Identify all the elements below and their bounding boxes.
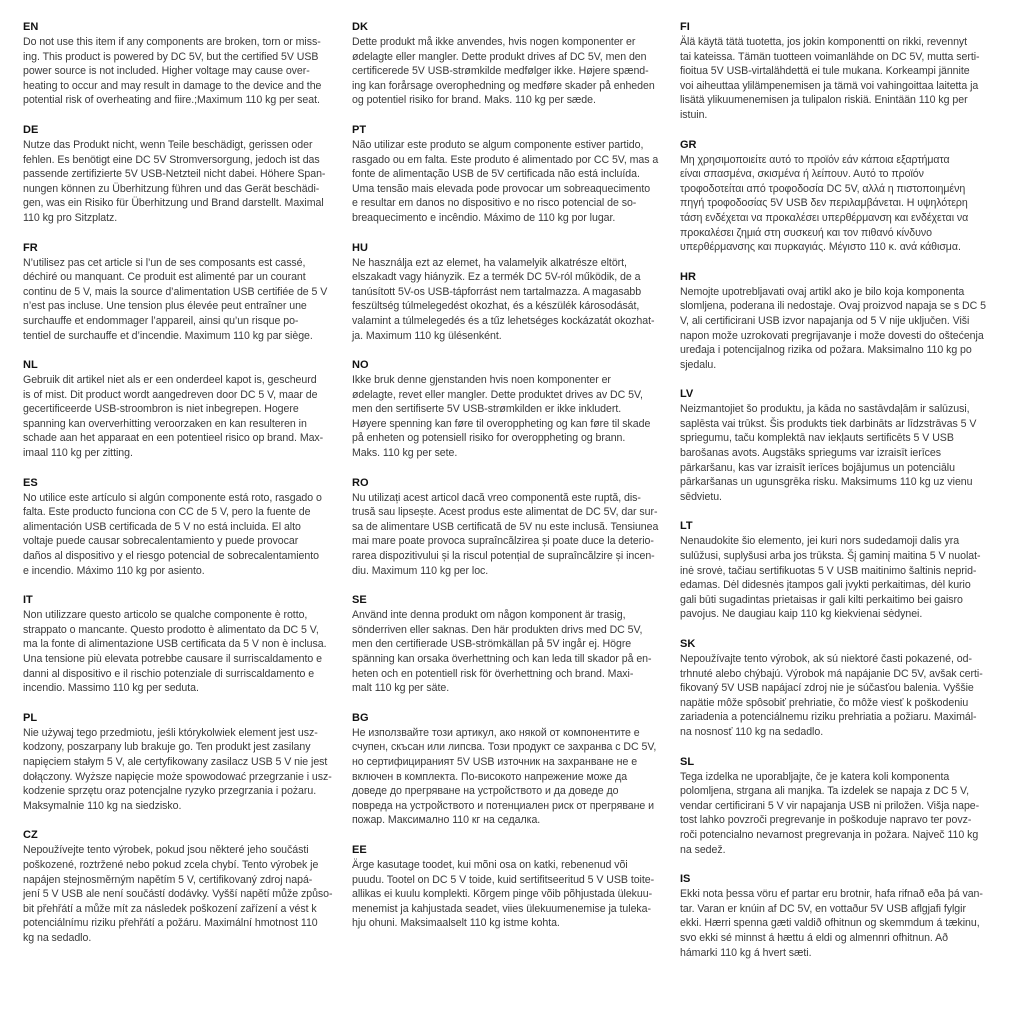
warning-text: Nepoužívajte tento výrobok, ak sú niektoré časti pokazené, od- trhnuté alebo chýbajú. Výrobok má napájanie DC 5V, avšak certi- fikovaný 5V USB napájací zdroj nie je súčasťou balenia. Vyššie napätie môže spôsobiť prehriatie, čo môže viesť k poškodeniu zariadenia a potenciálnemu riziku prehriatia a požiaru. Maximál- na nosnosť 110 kg na sedadlo. (680, 653, 983, 738)
warning-text: Nenaudokite šio elemento, jei kuri nors sudedamoji dalis yra sulūžusi, suplyšusi arba jos trūksta. Šį gaminį maitina 5 V nuolat- inė srovė, tačiau sertifikuotas 5 V USB maitinimo šaltinis neprid- edamas. Dėl didesnės įtampos gali įvykti perkaitimas, dėl kurio gali būti sugadintas prietaisas ir gali kilti perkaitimo bei gaisro pavojus. Ne daugiau kaip 110 kg kiekvienai sėdynei. (680, 535, 981, 621)
language-code: FR (23, 241, 38, 254)
section-nl (23, 358, 348, 461)
language-code: EE (352, 843, 367, 856)
section-fi (680, 20, 1010, 123)
warning-text: Älä käytä tätä tuotetta, jos jokin komponentti on rikki, revennyt tai kateissa. Tämän tuotteen voimanlähde on DC 5V, mutta serti- fioitua 5V USB-virtalähdettä ei tule mukana. Korkeampi jännite voi aiheuttaa ylilämpenemisen ja tämä voi vahingoittaa laitetta ja lisätä ylikuumenemisen ja tulipalon riskiä. Enintään 110 kg per istuin. (680, 36, 980, 121)
section-ro (352, 476, 674, 579)
warning-text: Nutze das Produkt nicht, wenn Teile beschädigt, gerissen oder fehlen. Es benötigt eine DC 5V Stromversorgung, jedoch ist das passende zertifizierte 5V USB-Netzteil nicht dabei. Höhere Span- nungen können zu Überhitzung führen und das Gerät beschädi- gen, was ein Risiko für Überhitzung und Brand darstellt. Maximal 110 kg pro Sitzplatz. (23, 138, 326, 224)
language-code: HU (352, 241, 368, 254)
warning-text: Dette produkt må ikke anvendes, hvis nogen komponenter er ødelagte eller mangler. Dette produkt drives af DC 5V, men den certificerede 5V USB-strømkilde medfølger ikke. Højere spænd- ing kan forårsage overophedning og medføre skader på enheden og potentiel risiko for brand. Maks. 110 kg per sæde. (352, 36, 655, 107)
language-code: FI (680, 21, 690, 33)
warning-text: Tega izdelka ne uporabljajte, če je katera koli komponenta polomljena, strgana ali manjka. Ta izdelek se napaja z DC 5 V, vendar certificirani 5 V vir napajanja USB ni priložen. Višja nape- tost lahko povzroči pregrevanje in poškoduje napravo ter povz- roči potencialno nevarnost pregrevanja in požara. Največ 110 kg na sedež. (680, 770, 980, 856)
section-fr (23, 241, 348, 344)
column-2 (352, 20, 674, 946)
section-sl (680, 755, 1010, 858)
section-cz (23, 828, 348, 945)
language-code: IS (680, 873, 691, 886)
language-code: IT (23, 594, 33, 607)
warning-text: Μη χρησιμοποιείτε αυτό το προϊόν εάν κάποια εξαρτήματα είναι σπασμένα, σκισμένα ή λείπουν. Αυτό το προϊόν τροφοδοτείται από τροφοδοσία DC 5V, αλλά η πιστοποιημένη πηγή τροφοδοσίας 5V USB δεν περιλαμβάνεται. Η υψηλότερη τάση ενδέχεται να προκαλέσει υπερθέρμανση και ενδέχεται να προκαλέσει ζημιά στη συσκευή και τον πιθανό κίνδυνο υπερθέρμανσης και πυρκαγιάς. Μέγιστο 110 κ. ανά κάθισμα. (680, 153, 969, 254)
warning-text: Nepoužívejte tento výrobek, pokud jsou některé jeho součásti poškozené, roztržené nebo pokud zcela chybí. Tento výrobek je napájen stejnosměrným napětím 5 V, certifikovaný zdroj napá- jení 5 V USB ale není součástí dodávky. Vyšší napětí může způso- bit přehřátí a může mít za následek poškození zařízení a vést k potenciálnímu riziku přehřátí a požáru. Maximální hmotnost 110 kg na sedadlo. (23, 844, 333, 944)
language-code: LT (680, 520, 693, 533)
section-ee (352, 843, 674, 931)
language-code: RO (352, 476, 369, 489)
warning-text: Använd inte denna produkt om någon komponent är trasig, sönderriven eller saknas. Den här produkten drivs med DC 5V, men den certifierade USB-strömkällan på 5V ingår ej. Högre spänning kan orsaka överhettning och kan leda till skador på en- heten och en potentiell risk för överhettning och brand. Maxi- malt 110 kg per säte. (352, 609, 652, 695)
warning-text: Nemojte upotrebljavati ovaj artikl ako je bilo koja komponenta slomljena, poderana ili nedostaje. Ovaj proizvod napaja se s DC 5 V, ali certificirani USB izvor napajanja od 5 V nije uključen. Viši napon može uzrokovati pregrijavanje i može dovesti do oštećenja uređaja i potencijalnog rizika od požara. Maksimalno 110 kg po sjedalu. (680, 285, 986, 371)
section-en (23, 20, 348, 108)
language-code: DK (352, 21, 368, 33)
language-code: PT (352, 123, 367, 136)
language-code: DE (23, 123, 39, 136)
language-code: EN (23, 21, 39, 33)
warning-text: Ikke bruk denne gjenstanden hvis noen komponenter er ødelagte, revet eller mangler. Dette produktet drives av DC 5V, men den sertifiserte 5V USB-strømkilden er ikke inkludert. Høyere spenning kan føre til overoppheting og kan føre til skade på enheten og potensiell risiko for overoppheting og brann. Maks. 110 kg per sete. (352, 374, 651, 460)
warning-text: Ekki nota þessa vöru ef partar eru brotnir, hafa rifnað eða þá van- tar. Varan er knúin af DC 5V, en vottaður 5V USB aflgjafi fylgir ekki. Hærri spenna gæti valdið ofhitnun og skemmdum á tækinu, svo ekki sé minnst á hættu á eldi og almennri ofhitnun. Að hámarki 110 kg á hvert sæti. (680, 888, 983, 959)
section-no (352, 358, 674, 461)
language-code: CZ (23, 829, 38, 842)
section-se (352, 593, 674, 696)
section-sk (680, 637, 1010, 740)
warning-text: Do not use this item if any components are broken, torn or miss- ing. This product is powered by DC 5V, but the certified 5V USB power source is not included. Higher voltage may cause over- heating to occur and may result in damage to the device and the potential risk of overheating and fiire.;Maximum 110 kg per seat. (23, 36, 322, 107)
section-is (680, 872, 1010, 960)
warning-text: Nu utilizați acest articol dacă vreo componentă este ruptă, dis- trusă sau lipsește. Acest produs este alimentat de DC 5V, dar sur- sa de alimentare USB certificată de 5V nu este inclusă. Tensiunea mai mare poate provoca supraîncălzirea și poate duce la deterio- rarea dispozitivului și la riscul potențial de supraîncălzire și incen- diu. Maximum 110 kg per loc. (352, 491, 659, 577)
section-de (23, 123, 348, 226)
column-3 (680, 20, 1010, 975)
warning-text: Не използвайте този артикул, ако някой от компонентите е счупен, скъсан или липсва. Този продукт се захранва с DC 5V, но сертифицираният 5V USB източник на захранване не е включен в комплекта. По-високото напрежение може да доведе до прегряване на устройството и да доведе до повреда на устройството и потенциален риск от прегряване и пожар. Максимално 110 кг на седалка. (352, 726, 657, 827)
warning-text: Nie używaj tego przedmiotu, jeśli którykolwiek element jest usz- kodzony, poszarpany lub brakuje go. Ten produkt jest zasilany napięciem stałym 5 V, ale certyfikowany zasilacz USB 5 V nie jest dołączony. Wyższe napięcie może spowodować przegrzanie i usz- kodzenie sprzętu oraz potencjalne ryzyko przegrzania i pożaru. Maksymalnie 110 kg na siedzisko. (23, 726, 332, 812)
section-pl (23, 711, 348, 814)
warning-text: Ärge kasutage toodet, kui mõni osa on katki, rebenenud või puudu. Tootel on DC 5 V toide, kuid sertifitseeritud 5 V USB toite- allikas ei kuulu komplekti. Kõrgem pinge võib põhjustada ülekuu- menemist ja kahjustada seadet, viies ülekuumenemise ja tuleka- hju ohuni. Maksimaalselt 110 kg istme kohta. (352, 858, 655, 930)
language-code: SL (680, 755, 695, 768)
section-hu (352, 241, 674, 344)
warning-text: No utilice este artículo si algún componente está roto, rasgado o falta. Este producto funciona con CC de 5 V, pero la fuente de alimentación USB certificada de 5 V no está incluida. El alto voltaje puede causar sobrecalentamiento y puede provocar daños al dispositivo y el riesgo potencial de sobrecalentamiento e incendio. Máximo 110 kg por asiento. (23, 491, 322, 577)
warning-text: Ne használja ezt az elemet, ha valamelyik alkatrésze eltört, elszakadt vagy hiányzik. Ez a termék DC 5V-ról működik, de a tanúsított 5V-os USB-tápforrást nem tartalmazza. A magasabb feszültség túlmelegedést okozhat, és a készülék károsodását, valamint a túlmelegedés és a tűz lehetséges kockázatát okozhat- ja. Maximum 110 kg ülésenként. (352, 256, 655, 342)
warning-text: N’utilisez pas cet article si l’un de ses composants est cassé, déchiré ou manquant. Ce produit est alimenté par un courant continu de 5 V, mais la source d’alimentation USB certifiée de 5 V n’est pas incluse. Une tension plus élevée peut entraîner une surchauffe et endommager l’appareil, ainsi qu’un risque po- tentiel de surchauffe et d’incendie. Maximum 110 kg par siège. (23, 256, 328, 342)
warning-text: Não utilizar este produto se algum componente estiver partido, rasgado ou em falta. Este produto é alimentado por CC 5V, mas a fonte de alimentação USB de 5V certificada não está incluída. Uma tensão mais elevada pode provocar um sobreaquecimento e resultar em danos no dispositivo e no risco potencial de so- breaquecimento e incêndio. Máximo de 110 kg por lugar. (352, 138, 659, 224)
language-code: LV (680, 388, 694, 401)
column-1 (23, 20, 348, 961)
section-gr (680, 138, 1010, 255)
section-it (23, 593, 348, 696)
language-code: BG (352, 711, 369, 724)
language-code: HR (680, 270, 696, 283)
language-code: NO (352, 359, 369, 372)
warning-text: Gebruik dit artikel niet als er een onderdeel kapot is, gescheurd is of mist. Dit product wordt aangedreven door DC 5 V, maar de gecertificeerde USB-stroombron is niet inbegrepen. Hogere spanning kan oververhitting veroorzaken en kan resulteren in schade aan het apparaat en een potentieel risico op brand. Max- imaal 110 kg per zitting. (23, 374, 324, 460)
section-pt (352, 123, 674, 226)
language-code: NL (23, 359, 38, 372)
section-es (23, 476, 348, 579)
language-code: ES (23, 476, 38, 489)
warning-text: Neizmantojiet šo produktu, ja kāda no sastāvdaļām ir salūzusi, saplēsta vai trūkst. Šis produkts tiek darbināts ar līdzstrāvas 5 V spriegumu, taču komplektā nav iekļauts sertificēts 5 V USB barošanas avots. Augstāks spriegums var izraisīt ierīces pārkaršanu, kas var izraisīt ierīces bojājumus un potenciālu pārkaršanas un ugunsgrēka risku. Maksimums 110 kg uz vienu sēdvietu. (680, 403, 977, 503)
section-bg (352, 711, 674, 828)
warning-text: Non utilizzare questo articolo se qualche componente è rotto, strappato o mancante. Questo prodotto è alimentato da DC 5 V, ma la fonte di alimentazione USB certificata da 5 V non è inclusa. Una tensione più elevata potrebbe causare il surriscaldamento e danni al dispositivo e il rischio potenziale di surriscaldamento e incendio. Massimo 110 kg per seduta. (23, 609, 327, 695)
section-lt (680, 519, 1010, 622)
language-code: SE (352, 594, 367, 607)
section-hr (680, 270, 1010, 373)
language-code: PL (23, 711, 38, 724)
section-dk (352, 20, 674, 108)
section-lv (680, 387, 1010, 504)
language-code: GR (680, 138, 697, 151)
language-code: SK (680, 638, 696, 650)
